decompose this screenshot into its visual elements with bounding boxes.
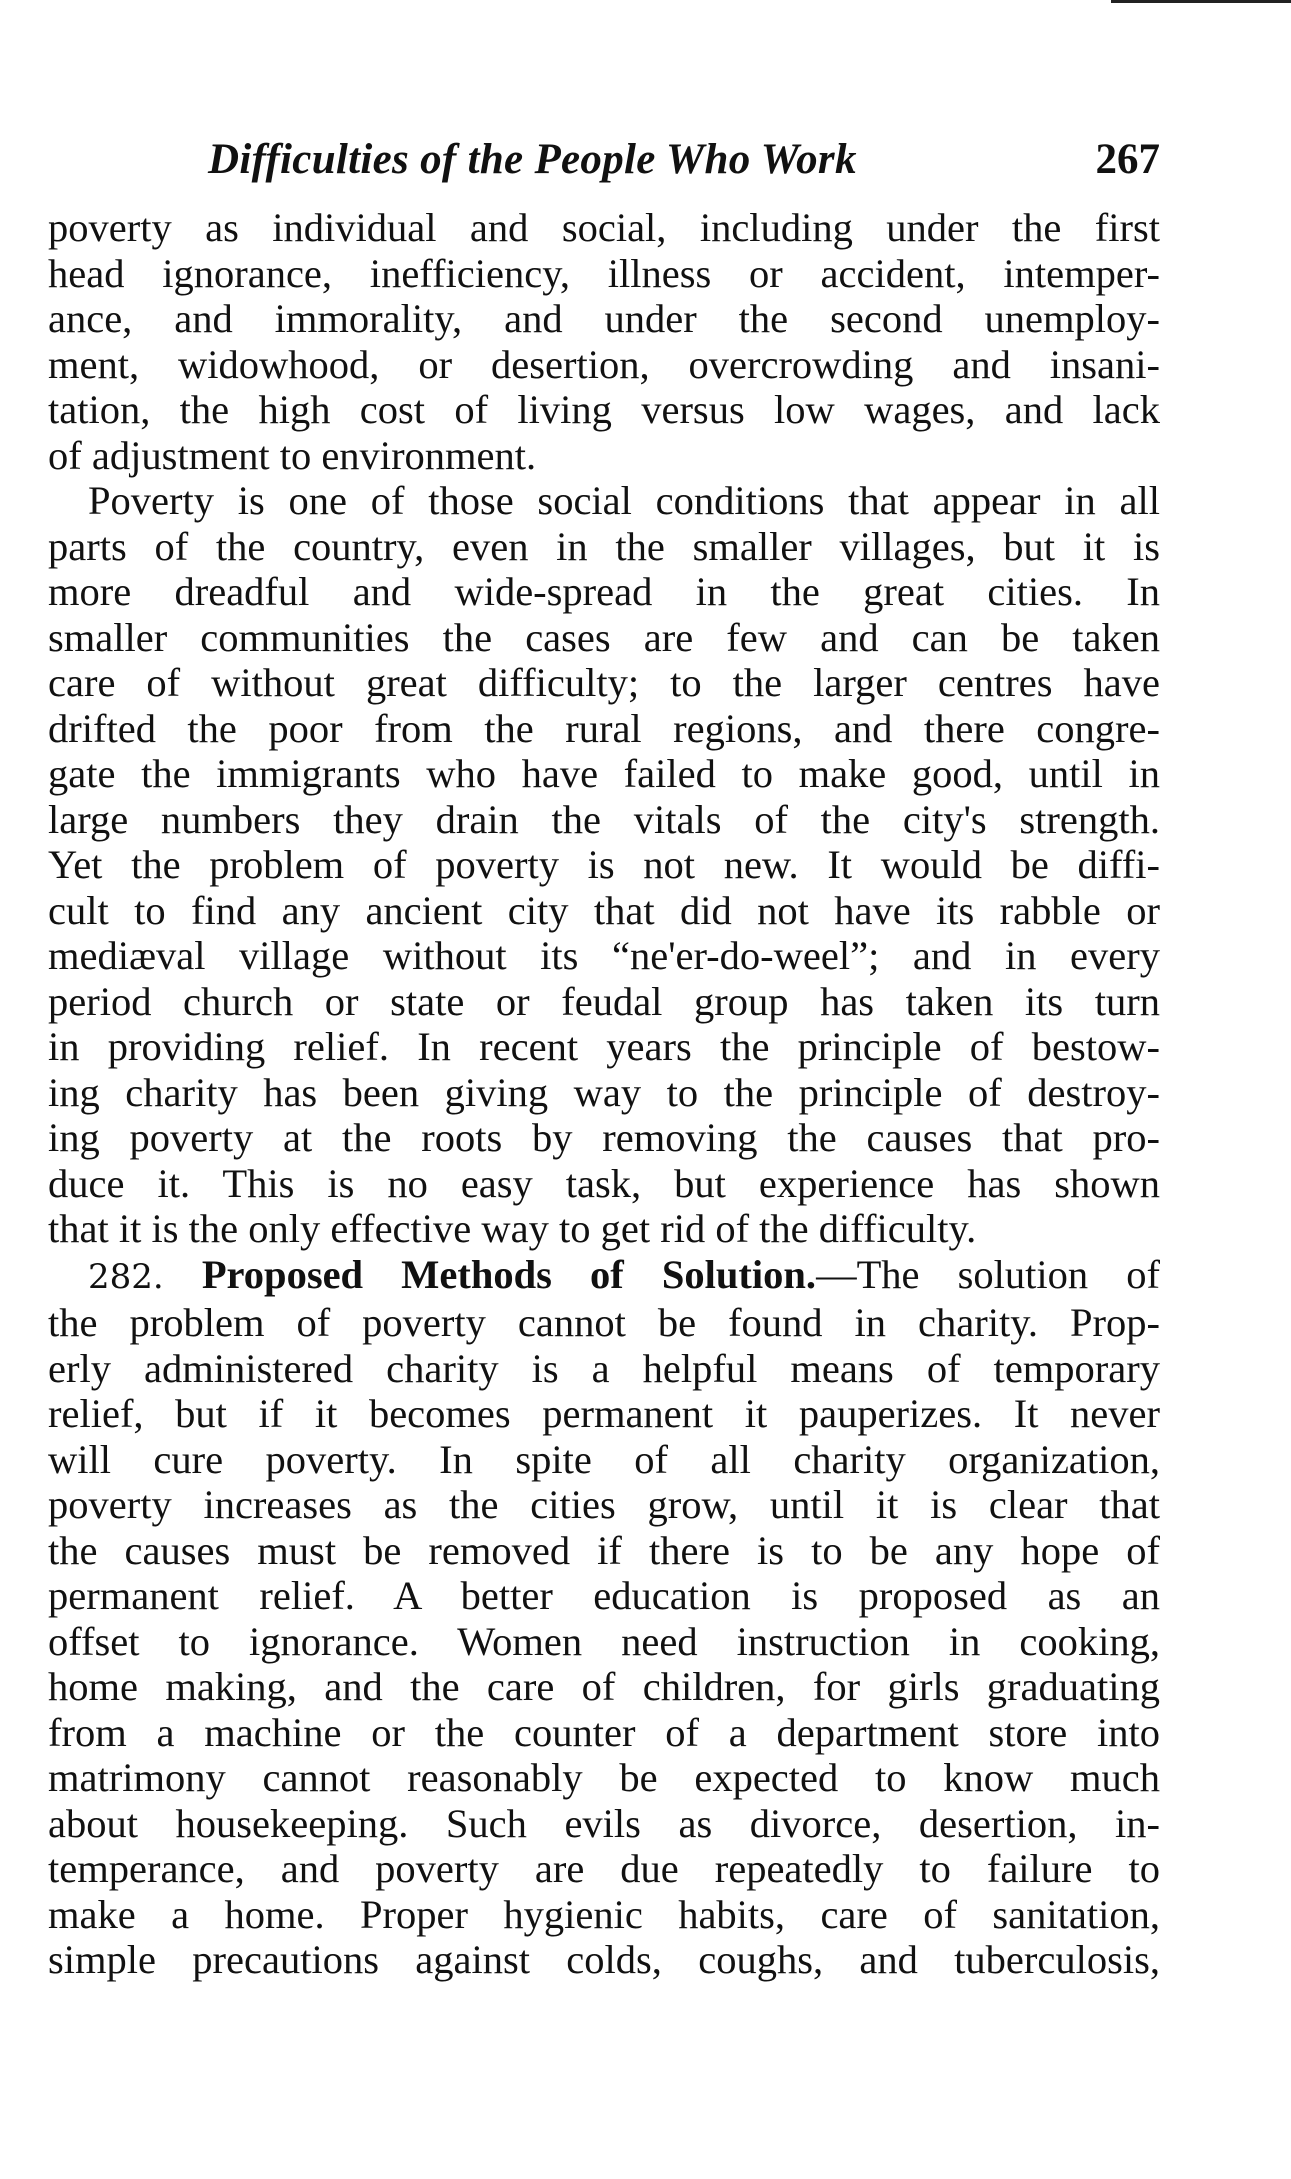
text-line: head ignorance, inefficiency, illness or accident, intemper- bbox=[48, 250, 1160, 296]
text-line: gate the immigrants who have failed to make good, until in bbox=[48, 751, 1160, 796]
text-line: tation, the high cost of living versus low wages, and lack bbox=[48, 387, 1160, 432]
section-number: 282. bbox=[88, 1256, 164, 1297]
text-line: cult to find any ancient city that did not have its rabble or bbox=[48, 887, 1160, 933]
text-line: permanent relief. A better education is proposed as an bbox=[48, 1573, 1160, 1618]
section-282 bbox=[48, 1252, 1160, 1983]
text-line: make a home. Proper hygienic habits, care of sanitation, bbox=[48, 1891, 1160, 1937]
text-line: in providing relief. In recent years the principle of bestow- bbox=[48, 1024, 1160, 1069]
text-line: simple precautions against colds, coughs, and tuberculosis, bbox=[48, 1937, 1160, 1982]
text-line: matrimony cannot reasonably be expected to know much bbox=[48, 1755, 1160, 1800]
text-line: offset to ignorance. Women need instruction in cooking, bbox=[48, 1618, 1160, 1664]
running-head bbox=[48, 135, 1160, 197]
paragraph-poverty bbox=[48, 478, 1160, 1252]
text-line: from a machine or the counter of a department store into bbox=[48, 1709, 1160, 1755]
text-line: of adjustment to environment. bbox=[48, 432, 537, 478]
text-line: ance, and immorality, and under the second unemploy- bbox=[48, 296, 1160, 341]
text-line: poverty increases as the cities grow, until it is clear that bbox=[48, 1482, 1160, 1527]
text-line: smaller communities the cases are few and can be taken bbox=[48, 614, 1160, 660]
text-line: will cure poverty. In spite of all charity organization, bbox=[48, 1436, 1160, 1482]
text-line: that it is the only effective way to get rid of the difficulty. bbox=[48, 1206, 977, 1251]
section-heading-line bbox=[48, 1252, 1160, 1301]
top-edge-rule bbox=[1111, 0, 1291, 3]
page-number: 267 bbox=[1095, 136, 1160, 183]
text-line: erly administered charity is a helpful means of temporary bbox=[48, 1345, 1160, 1391]
section-first-line-text: —The solution of bbox=[816, 1251, 1160, 1297]
text-line: more dreadful and wide-spread in the great cities. In bbox=[48, 569, 1160, 614]
text-line: ing charity has been giving way to the principle of destroy- bbox=[48, 1069, 1160, 1115]
text-line: about housekeeping. Such evils as divorce, desertion, in- bbox=[48, 1800, 1160, 1846]
text-line: large numbers they drain the vitals of the city's strength. bbox=[48, 796, 1160, 842]
text-line: poverty as individual and social, including under the first bbox=[48, 205, 1160, 250]
text-line: home making, and the care of children, for girls graduating bbox=[48, 1664, 1160, 1709]
text-line: temperance, and poverty are due repeatedly to failure to bbox=[48, 1846, 1160, 1891]
text-line: Yet the problem of poverty is not new. It would be diffi- bbox=[48, 842, 1160, 887]
text-line: mediæval village without its “ne'er-do-weel”; and in every bbox=[48, 933, 1160, 978]
book-page bbox=[48, 135, 1160, 1983]
paragraph-continuation bbox=[48, 205, 1160, 478]
text-line: ment, widowhood, or desertion, overcrowding and insani- bbox=[48, 341, 1160, 387]
text-line: ing poverty at the roots by removing the causes that pro- bbox=[48, 1115, 1160, 1160]
text-line: parts of the country, even in the smaller villages, but it is bbox=[48, 523, 1160, 569]
text-line: duce it. This is no easy task, but experience has shown bbox=[48, 1160, 1160, 1206]
text-line: drifted the poor from the rural regions, and there congre- bbox=[48, 705, 1160, 751]
section-title: Proposed Methods of Solution. bbox=[201, 1251, 817, 1297]
text-line: Poverty is one of those social conditions that appear in all bbox=[88, 478, 1160, 523]
text-line: period church or state or feudal group has taken its turn bbox=[48, 978, 1160, 1024]
text-line: relief, but if it becomes permanent it pauperizes. It never bbox=[48, 1391, 1160, 1436]
running-head-title: Difficulties of the People Who Work bbox=[208, 136, 857, 183]
text-line: care of without great difficulty; to the larger centres have bbox=[48, 660, 1160, 705]
text-line: the problem of poverty cannot be found in charity. Prop- bbox=[48, 1300, 1160, 1345]
text-line: the causes must be removed if there is to be any hope of bbox=[48, 1527, 1160, 1573]
